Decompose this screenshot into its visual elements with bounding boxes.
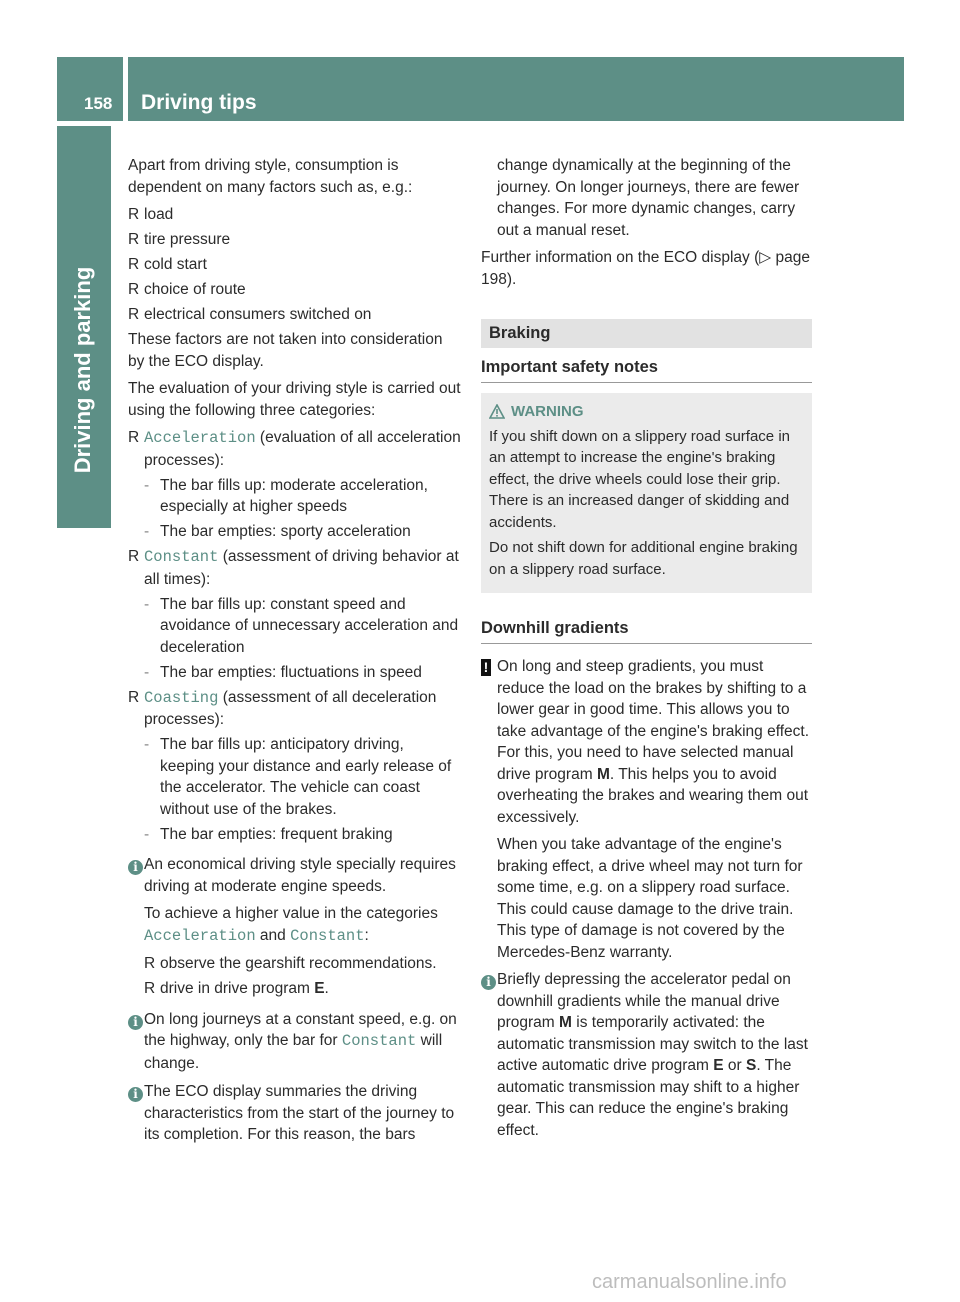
sub-item: - The bar fills up: constant speed and avoidance of unnecessary acceleration and deceleration	[144, 595, 459, 656]
category-coasting: R Coasting (assessment of all deceleration processes):	[128, 688, 437, 728]
sub-item: - The bar empties: sporty acceleration	[144, 523, 411, 540]
left-column	[128, 155, 461, 1152]
display-term: Coasting	[144, 688, 219, 707]
list-item: R observe the gearshift recommendations.	[144, 955, 437, 972]
list-item: R drive in drive program E.	[144, 980, 329, 997]
info-icon: i	[481, 975, 496, 990]
evaluation-paragraph: The evaluation of your driving style is carried out using the following three categories:	[128, 380, 461, 419]
category-constant: R Constant (assessment of driving behavior at all times):	[128, 548, 459, 588]
continuation-paragraph: change dynamically at the beginning of the journey. On longer journeys, there are fewer changes. For more dynamic changes, carry out a manual reset.	[497, 157, 800, 239]
sub-item: - The bar fills up: moderate acceleration, especially at higher speeds	[144, 476, 428, 515]
exclamation-icon: !	[481, 659, 491, 676]
list-item: R load	[128, 206, 174, 223]
sub-item: - The bar empties: fluctuations in speed	[144, 663, 422, 681]
list-item: R choice of route	[128, 281, 246, 298]
info-icon: i	[128, 1015, 143, 1030]
further-info-paragraph: Further information on the ECO display (▷ page 198).	[481, 249, 810, 288]
warning-text: Do not shift down for additional engine braking on a slippery road surface.	[489, 539, 798, 578]
info-note: i On long journeys at a constant speed, e.g. on the highway, only the bar for Constant will change.	[128, 1009, 461, 1075]
section-header	[128, 57, 904, 121]
sub-item: - The bar empties: frequent braking	[144, 825, 393, 843]
list-item: R tire pressure	[128, 231, 231, 248]
info-icon: i	[128, 860, 143, 875]
chapter-label: Driving and parking	[70, 266, 95, 474]
info-note: i The ECO display summaries the driving characteristics from the start of the journey to its completion. For this reason, the bars	[128, 1081, 461, 1146]
watermark: carmanualsonline.info	[592, 1271, 787, 1293]
not-considered-paragraph: These factors are not taken into consideration by the ECO display.	[128, 331, 443, 370]
page-number: 158	[84, 94, 113, 113]
section-title: Driving tips	[141, 91, 257, 114]
info-icon: i	[128, 1087, 143, 1102]
sub-item: - The bar fills up: anticipatory driving, keeping your distance and early release of the accelerator. The vehicle can coast without use of the brakes.	[144, 736, 452, 818]
category-acceleration: R Acceleration (evaluation of all acceleration processes):	[128, 429, 461, 469]
intro-paragraph: Apart from driving style, consumption is dependent on many factors such as, e.g.:	[128, 157, 413, 196]
list-item: R cold start	[128, 256, 207, 273]
right-column	[481, 155, 812, 1147]
warning-text: If you shift down on a slippery road surface in an attempt to increase the engine's braking effect, the drive wheels could lose their grip. There is an increased danger of skidding and accidents.	[489, 427, 790, 531]
display-term: Acceleration	[144, 429, 256, 447]
info-note: i Briefly depressing the accelerator pedal on downhill gradients while the manual drive program M is temporarily activated: the automatic transmission may switch to the last active automatic drive program E or S. The automatic transmission may shift to a higher gear. This can reduce the engine's braking effect.	[481, 969, 812, 1141]
page-number-box	[57, 57, 123, 121]
warning-label: WARNING	[511, 403, 584, 420]
warning-triangle-icon	[489, 404, 505, 419]
subsection-heading: Downhill gradients	[481, 618, 812, 644]
notice-note: ! On long and steep gradients, you must reduce the load on the brakes by shifting to a lower gear in good time. This allows you to take advantage of the engine's braking effect. For this, you need to have selected manual drive program M. This helps you to avoid overheating the brakes and wearing them out excessively. When you take advantage of the engine's braking effect, a drive wheel may not turn for some time, e.g. on a slippery road surface. This could cause damage to the drive train. This type of damage is not covered by the Mercedes-Benz warranty.	[481, 656, 812, 963]
section-heading: Braking	[481, 319, 812, 348]
warning-box	[481, 393, 812, 593]
subsection-heading: Important safety notes	[481, 357, 812, 383]
list-item: R electrical consumers switched on	[128, 306, 372, 323]
page-reference-arrow: ▷	[759, 249, 772, 266]
display-term: Constant	[144, 548, 219, 566]
info-note: i An economical driving style specially requires driving at moderate engine speeds. To achieve a higher value in the categories Acceleration and Constant: R observe the gearshift recommendations. R drive in drive program E.	[128, 854, 461, 1000]
